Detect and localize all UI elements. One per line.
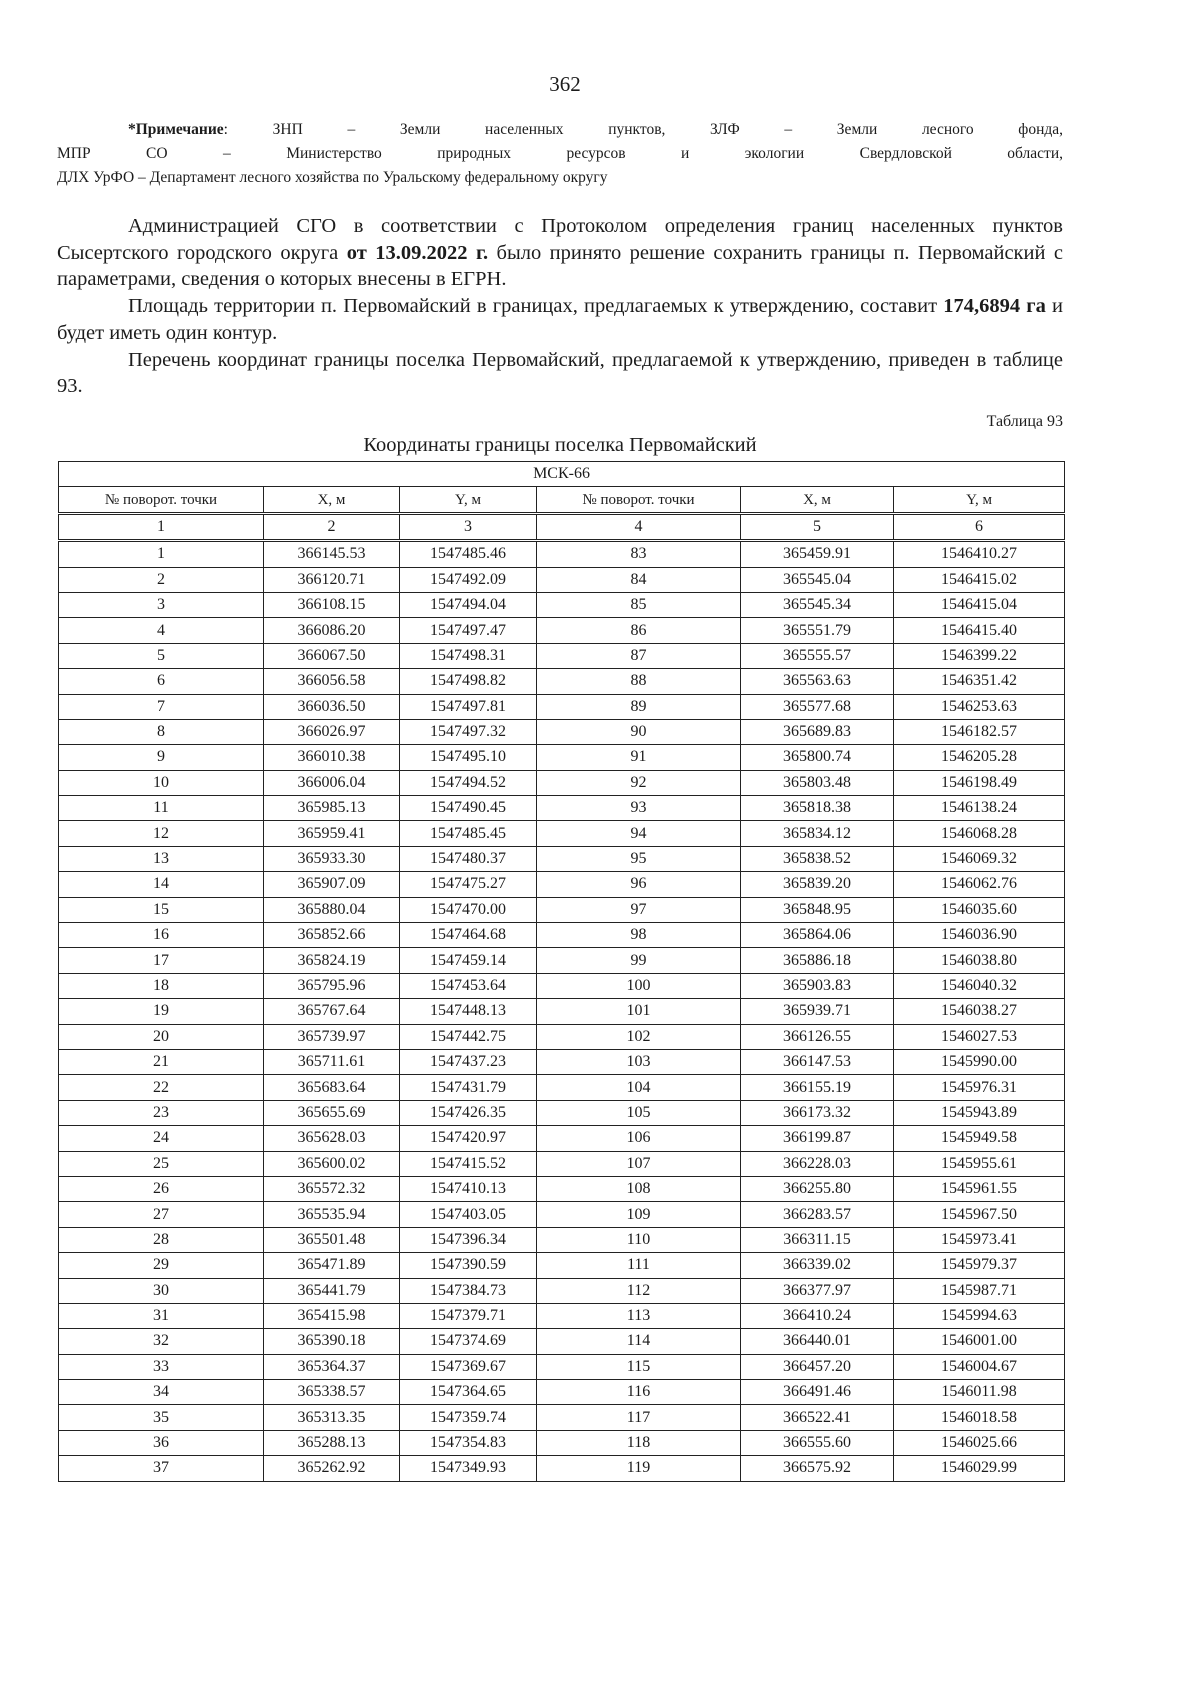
y-coordinate-cell: 1547494.04: [400, 592, 537, 617]
x-coordinate-cell: 365545.34: [741, 592, 894, 617]
y-coordinate-cell: 1546138.24: [894, 796, 1065, 821]
point-number-cell: 1: [59, 541, 264, 567]
y-coordinate-cell: 1545990.00: [894, 1049, 1065, 1074]
table-row: [59, 1176, 1065, 1201]
y-coordinate-cell: 1547379.71: [400, 1303, 537, 1328]
y-coordinate-cell: 1547494.52: [400, 770, 537, 795]
table-row: [59, 1049, 1065, 1074]
point-number-cell: 28: [59, 1227, 264, 1252]
point-number-cell: 21: [59, 1049, 264, 1074]
y-coordinate-cell: 1546253.63: [894, 694, 1065, 719]
y-coordinate-cell: 1547498.82: [400, 669, 537, 694]
y-coordinate-cell: 1546036.90: [894, 923, 1065, 948]
point-number-cell: 37: [59, 1456, 264, 1481]
y-coordinate-cell: 1546001.00: [894, 1329, 1065, 1354]
point-number-cell: 111: [537, 1253, 741, 1278]
table-header-row: [59, 487, 1065, 513]
point-number-cell: 117: [537, 1405, 741, 1430]
y-coordinate-cell: 1546415.40: [894, 618, 1065, 643]
x-coordinate-cell: 365985.13: [264, 796, 400, 821]
point-number-cell: 36: [59, 1430, 264, 1455]
point-number-cell: 107: [537, 1151, 741, 1176]
point-number-cell: 19: [59, 999, 264, 1024]
y-coordinate-cell: 1546011.98: [894, 1380, 1065, 1405]
coordinates-table: [58, 461, 1065, 1482]
point-number-cell: 33: [59, 1354, 264, 1379]
y-coordinate-cell: 1545949.58: [894, 1126, 1065, 1151]
y-coordinate-cell: 1545955.61: [894, 1151, 1065, 1176]
point-number-cell: 2: [59, 567, 264, 592]
table-row: [59, 669, 1065, 694]
x-coordinate-cell: 365939.71: [741, 999, 894, 1024]
x-coordinate-cell: 365839.20: [741, 872, 894, 897]
y-coordinate-cell: 1546182.57: [894, 719, 1065, 744]
y-coordinate-cell: 1547349.93: [400, 1456, 537, 1481]
table-row: [59, 1329, 1065, 1354]
footnote-line-3: ДЛХ УрФО – Департамент лесного хозяйства по Уральскому федеральному округу: [57, 169, 608, 186]
point-number-cell: 90: [537, 719, 741, 744]
column-header: X, м: [264, 487, 400, 513]
y-coordinate-cell: 1547369.67: [400, 1354, 537, 1379]
body-text: [57, 213, 1063, 400]
x-coordinate-cell: 365795.96: [264, 973, 400, 998]
x-coordinate-cell: 365834.12: [741, 821, 894, 846]
column-header: Y, м: [894, 487, 1065, 513]
point-number-cell: 16: [59, 923, 264, 948]
table-row: [59, 1430, 1065, 1455]
point-number-cell: 31: [59, 1303, 264, 1328]
x-coordinate-cell: 365880.04: [264, 897, 400, 922]
x-coordinate-cell: 366457.20: [741, 1354, 894, 1379]
x-coordinate-cell: 365848.95: [741, 897, 894, 922]
point-number-cell: 97: [537, 897, 741, 922]
table-row: [59, 541, 1065, 567]
point-number-cell: 29: [59, 1253, 264, 1278]
y-coordinate-cell: 1546351.42: [894, 669, 1065, 694]
point-number-cell: 8: [59, 719, 264, 744]
y-coordinate-cell: 1547364.65: [400, 1380, 537, 1405]
y-coordinate-cell: 1545967.50: [894, 1202, 1065, 1227]
point-number-cell: 94: [537, 821, 741, 846]
x-coordinate-cell: 365555.57: [741, 643, 894, 668]
y-coordinate-cell: 1545976.31: [894, 1075, 1065, 1100]
y-coordinate-cell: 1547453.64: [400, 973, 537, 998]
x-coordinate-cell: 365390.18: [264, 1329, 400, 1354]
y-coordinate-cell: 1546040.32: [894, 973, 1065, 998]
y-coordinate-cell: 1546205.28: [894, 745, 1065, 770]
x-coordinate-cell: 365933.30: [264, 846, 400, 871]
y-coordinate-cell: 1545994.63: [894, 1303, 1065, 1328]
paragraph-area-text-b: и будет иметь один контур.: [57, 295, 1063, 344]
x-coordinate-cell: 365852.66: [264, 923, 400, 948]
x-coordinate-cell: 365415.98: [264, 1303, 400, 1328]
y-coordinate-cell: 1546068.28: [894, 821, 1065, 846]
x-coordinate-cell: 365655.69: [264, 1100, 400, 1125]
x-coordinate-cell: 365683.64: [264, 1075, 400, 1100]
column-header: № поворот. точки: [59, 487, 264, 513]
paragraph-decision: [57, 213, 1063, 293]
x-coordinate-cell: 366173.32: [741, 1100, 894, 1125]
table-row: [59, 1151, 1065, 1176]
x-coordinate-cell: 366377.97: [741, 1278, 894, 1303]
point-number-cell: 92: [537, 770, 741, 795]
x-coordinate-cell: 366036.50: [264, 694, 400, 719]
y-coordinate-cell: 1546410.27: [894, 541, 1065, 567]
table-row: [59, 567, 1065, 592]
x-coordinate-cell: 365864.06: [741, 923, 894, 948]
point-number-cell: 98: [537, 923, 741, 948]
y-coordinate-cell: 1547410.13: [400, 1176, 537, 1201]
y-coordinate-cell: 1547431.79: [400, 1075, 537, 1100]
x-coordinate-cell: 366283.57: [741, 1202, 894, 1227]
point-number-cell: 100: [537, 973, 741, 998]
x-coordinate-cell: 365471.89: [264, 1253, 400, 1278]
table-row: [59, 1253, 1065, 1278]
table-row: [59, 694, 1065, 719]
x-coordinate-cell: 365551.79: [741, 618, 894, 643]
x-coordinate-cell: 365441.79: [264, 1278, 400, 1303]
table-row: [59, 846, 1065, 871]
x-coordinate-cell: 365907.09: [264, 872, 400, 897]
table-row: [59, 770, 1065, 795]
y-coordinate-cell: 1547490.45: [400, 796, 537, 821]
x-coordinate-cell: 366108.15: [264, 592, 400, 617]
point-number-cell: 24: [59, 1126, 264, 1151]
point-number-cell: 4: [59, 618, 264, 643]
column-number: 4: [537, 513, 741, 540]
x-coordinate-cell: 366311.15: [741, 1227, 894, 1252]
x-coordinate-cell: 365711.61: [264, 1049, 400, 1074]
x-coordinate-cell: 365628.03: [264, 1126, 400, 1151]
x-coordinate-cell: 366575.92: [741, 1456, 894, 1481]
table-row: [59, 948, 1065, 973]
x-coordinate-cell: 365803.48: [741, 770, 894, 795]
x-coordinate-cell: 366440.01: [741, 1329, 894, 1354]
point-number-cell: 110: [537, 1227, 741, 1252]
point-number-cell: 95: [537, 846, 741, 871]
point-number-cell: 86: [537, 618, 741, 643]
y-coordinate-cell: 1547485.46: [400, 541, 537, 567]
table-row: [59, 1202, 1065, 1227]
y-coordinate-cell: 1546029.99: [894, 1456, 1065, 1481]
footnote-label: *Примечание: [128, 121, 224, 138]
point-number-cell: 25: [59, 1151, 264, 1176]
table-row: [59, 1380, 1065, 1405]
y-coordinate-cell: 1546198.49: [894, 770, 1065, 795]
point-number-cell: 112: [537, 1278, 741, 1303]
y-coordinate-cell: 1547475.27: [400, 872, 537, 897]
point-number-cell: 115: [537, 1354, 741, 1379]
point-number-cell: 23: [59, 1100, 264, 1125]
y-coordinate-cell: 1545961.55: [894, 1176, 1065, 1201]
point-number-cell: 84: [537, 567, 741, 592]
x-coordinate-cell: 366147.53: [741, 1049, 894, 1074]
point-number-cell: 12: [59, 821, 264, 846]
x-coordinate-cell: 365903.83: [741, 973, 894, 998]
x-coordinate-cell: 366126.55: [741, 1024, 894, 1049]
column-number: 5: [741, 513, 894, 540]
x-coordinate-cell: 365577.68: [741, 694, 894, 719]
y-coordinate-cell: 1547396.34: [400, 1227, 537, 1252]
x-coordinate-cell: 366067.50: [264, 643, 400, 668]
protocol-date: от 13.09.2022 г.: [346, 241, 489, 264]
x-coordinate-cell: 366491.46: [741, 1380, 894, 1405]
table-row: [59, 1278, 1065, 1303]
x-coordinate-cell: 365338.57: [264, 1380, 400, 1405]
y-coordinate-cell: 1547442.75: [400, 1024, 537, 1049]
point-number-cell: 9: [59, 745, 264, 770]
y-coordinate-cell: 1547485.45: [400, 821, 537, 846]
page-number: 362: [549, 72, 581, 96]
point-number-cell: 10: [59, 770, 264, 795]
point-number-cell: 118: [537, 1430, 741, 1455]
area-value: 174,6894 га: [943, 295, 1046, 318]
y-coordinate-cell: 1545979.37: [894, 1253, 1065, 1278]
point-number-cell: 15: [59, 897, 264, 922]
y-coordinate-cell: 1547448.13: [400, 999, 537, 1024]
column-header: № поворот. точки: [537, 487, 741, 513]
point-number-cell: 6: [59, 669, 264, 694]
paragraph-area: [57, 293, 1063, 346]
y-coordinate-cell: 1546069.32: [894, 846, 1065, 871]
x-coordinate-cell: 365689.83: [741, 719, 894, 744]
x-coordinate-cell: 366006.04: [264, 770, 400, 795]
x-coordinate-cell: 365364.37: [264, 1354, 400, 1379]
y-coordinate-cell: 1546062.76: [894, 872, 1065, 897]
table-row: [59, 1024, 1065, 1049]
column-number: 6: [894, 513, 1065, 540]
table-row: [59, 1100, 1065, 1125]
column-number: 1: [59, 513, 264, 540]
point-number-cell: 27: [59, 1202, 264, 1227]
x-coordinate-cell: 365262.92: [264, 1456, 400, 1481]
table-number: Таблица 93: [986, 413, 1063, 430]
y-coordinate-cell: 1546415.04: [894, 592, 1065, 617]
point-number-cell: 88: [537, 669, 741, 694]
y-coordinate-cell: 1547403.05: [400, 1202, 537, 1227]
point-number-cell: 106: [537, 1126, 741, 1151]
y-coordinate-cell: 1547420.97: [400, 1126, 537, 1151]
x-coordinate-cell: 365800.74: [741, 745, 894, 770]
table-row: [59, 719, 1065, 744]
paragraph-area-text-a: Площадь территории п. Первомайский в границах, предлагаемых к утверждению, составит: [128, 295, 944, 318]
y-coordinate-cell: 1547359.74: [400, 1405, 537, 1430]
x-coordinate-cell: 365886.18: [741, 948, 894, 973]
y-coordinate-cell: 1546415.02: [894, 567, 1065, 592]
paragraph-decision-text-b: было принято решение сохранить границы п. Первомайский с параметрами, сведения о которых внесены в ЕГРН.: [57, 241, 1064, 291]
point-number-cell: 119: [537, 1456, 741, 1481]
point-number-cell: 91: [537, 745, 741, 770]
y-coordinate-cell: 1546038.27: [894, 999, 1065, 1024]
point-number-cell: 13: [59, 846, 264, 871]
y-coordinate-cell: 1546027.53: [894, 1024, 1065, 1049]
point-number-cell: 34: [59, 1380, 264, 1405]
point-number-cell: 105: [537, 1100, 741, 1125]
point-number-cell: 18: [59, 973, 264, 998]
y-coordinate-cell: 1546399.22: [894, 643, 1065, 668]
y-coordinate-cell: 1547497.81: [400, 694, 537, 719]
point-number-cell: 103: [537, 1049, 741, 1074]
y-coordinate-cell: 1547470.00: [400, 897, 537, 922]
point-number-cell: 108: [537, 1176, 741, 1201]
point-number-cell: 99: [537, 948, 741, 973]
y-coordinate-cell: 1547374.69: [400, 1329, 537, 1354]
table-row: [59, 973, 1065, 998]
column-number: 2: [264, 513, 400, 540]
footnote-line-1: [57, 118, 1063, 142]
point-number-cell: 93: [537, 796, 741, 821]
x-coordinate-cell: 365313.35: [264, 1405, 400, 1430]
point-number-cell: 116: [537, 1380, 741, 1405]
y-coordinate-cell: 1547480.37: [400, 846, 537, 871]
y-coordinate-cell: 1545943.89: [894, 1100, 1065, 1125]
x-coordinate-cell: 366410.24: [741, 1303, 894, 1328]
point-number-cell: 22: [59, 1075, 264, 1100]
y-coordinate-cell: 1547497.32: [400, 719, 537, 744]
x-coordinate-cell: 366555.60: [741, 1430, 894, 1455]
table-row: [59, 999, 1065, 1024]
x-coordinate-cell: 366120.71: [264, 567, 400, 592]
point-number-cell: 104: [537, 1075, 741, 1100]
y-coordinate-cell: 1547415.52: [400, 1151, 537, 1176]
point-number-cell: 89: [537, 694, 741, 719]
x-coordinate-cell: 366026.97: [264, 719, 400, 744]
column-number-row: [59, 513, 1065, 540]
table-row: [59, 643, 1065, 668]
x-coordinate-cell: 365501.48: [264, 1227, 400, 1252]
table-row: [59, 923, 1065, 948]
x-coordinate-cell: 365739.97: [264, 1024, 400, 1049]
footnote-text-1: : ЗНП – Земли населенных пунктов, ЗЛФ – Земли лесного фонда,: [223, 121, 1063, 138]
table-row: [59, 1075, 1065, 1100]
point-number-cell: 85: [537, 592, 741, 617]
coordinate-system: МСК-66: [59, 462, 1065, 487]
x-coordinate-cell: 366522.41: [741, 1405, 894, 1430]
table-row: [59, 821, 1065, 846]
point-number-cell: 35: [59, 1405, 264, 1430]
y-coordinate-cell: 1547495.10: [400, 745, 537, 770]
point-number-cell: 11: [59, 796, 264, 821]
x-coordinate-cell: 365600.02: [264, 1151, 400, 1176]
x-coordinate-cell: 365838.52: [741, 846, 894, 871]
point-number-cell: 113: [537, 1303, 741, 1328]
x-coordinate-cell: 365459.91: [741, 541, 894, 567]
x-coordinate-cell: 365824.19: [264, 948, 400, 973]
table-row: [59, 618, 1065, 643]
table-row: [59, 1303, 1065, 1328]
point-number-cell: 96: [537, 872, 741, 897]
table-row: [59, 796, 1065, 821]
y-coordinate-cell: 1547354.83: [400, 1430, 537, 1455]
footnote: [57, 118, 1063, 190]
point-number-cell: 87: [537, 643, 741, 668]
point-number-cell: 5: [59, 643, 264, 668]
x-coordinate-cell: 365545.04: [741, 567, 894, 592]
point-number-cell: 30: [59, 1278, 264, 1303]
y-coordinate-cell: 1546018.58: [894, 1405, 1065, 1430]
column-header: X, м: [741, 487, 894, 513]
table-row: [59, 1354, 1065, 1379]
x-coordinate-cell: 365288.13: [264, 1430, 400, 1455]
x-coordinate-cell: 366199.87: [741, 1126, 894, 1151]
column-header: Y, м: [400, 487, 537, 513]
table-title: Координаты границы поселка Первомайский: [363, 434, 757, 456]
point-number-cell: 17: [59, 948, 264, 973]
x-coordinate-cell: 366339.02: [741, 1253, 894, 1278]
y-coordinate-cell: 1547492.09: [400, 567, 537, 592]
paragraph-table-reference: Перечень координат границы поселка Первомайский, предлагаемой к утверждению, приведен в таблице 93.: [57, 348, 1063, 398]
x-coordinate-cell: 366086.20: [264, 618, 400, 643]
x-coordinate-cell: 366145.53: [264, 541, 400, 567]
y-coordinate-cell: 1547459.14: [400, 948, 537, 973]
point-number-cell: 109: [537, 1202, 741, 1227]
point-number-cell: 102: [537, 1024, 741, 1049]
point-number-cell: 26: [59, 1176, 264, 1201]
point-number-cell: 83: [537, 541, 741, 567]
paragraph-decision-text-a: Администрацией СГО в соответствии с Протоколом определения границ населенных пунктов Сысертского городского округа: [57, 215, 1063, 264]
point-number-cell: 101: [537, 999, 741, 1024]
table-row: [59, 897, 1065, 922]
table-row: [59, 592, 1065, 617]
x-coordinate-cell: 365959.41: [264, 821, 400, 846]
x-coordinate-cell: 366155.19: [741, 1075, 894, 1100]
x-coordinate-cell: 366010.38: [264, 745, 400, 770]
point-number-cell: 7: [59, 694, 264, 719]
x-coordinate-cell: 366255.80: [741, 1176, 894, 1201]
point-number-cell: 14: [59, 872, 264, 897]
coordinate-system-row: [59, 462, 1065, 487]
x-coordinate-cell: 365767.64: [264, 999, 400, 1024]
table-row: [59, 745, 1065, 770]
y-coordinate-cell: 1545973.41: [894, 1227, 1065, 1252]
y-coordinate-cell: 1546035.60: [894, 897, 1065, 922]
point-number-cell: 20: [59, 1024, 264, 1049]
column-number: 3: [400, 513, 537, 540]
y-coordinate-cell: 1547464.68: [400, 923, 537, 948]
footnote-line-2: МПР СО – Министерство природных ресурсов и экологии Свердловской области,: [57, 145, 1063, 162]
y-coordinate-cell: 1547426.35: [400, 1100, 537, 1125]
y-coordinate-cell: 1547497.47: [400, 618, 537, 643]
y-coordinate-cell: 1546025.66: [894, 1430, 1065, 1455]
table-row: [59, 1456, 1065, 1481]
y-coordinate-cell: 1547384.73: [400, 1278, 537, 1303]
x-coordinate-cell: 365563.63: [741, 669, 894, 694]
table-row: [59, 1126, 1065, 1151]
y-coordinate-cell: 1547390.59: [400, 1253, 537, 1278]
y-coordinate-cell: 1546038.80: [894, 948, 1065, 973]
x-coordinate-cell: 365535.94: [264, 1202, 400, 1227]
x-coordinate-cell: 366228.03: [741, 1151, 894, 1176]
table-row: [59, 872, 1065, 897]
point-number-cell: 32: [59, 1329, 264, 1354]
table-row: [59, 1405, 1065, 1430]
table-row: [59, 1227, 1065, 1252]
y-coordinate-cell: 1547498.31: [400, 643, 537, 668]
x-coordinate-cell: 366056.58: [264, 669, 400, 694]
y-coordinate-cell: 1545987.71: [894, 1278, 1065, 1303]
y-coordinate-cell: 1547437.23: [400, 1049, 537, 1074]
point-number-cell: 3: [59, 592, 264, 617]
x-coordinate-cell: 365572.32: [264, 1176, 400, 1201]
x-coordinate-cell: 365818.38: [741, 796, 894, 821]
point-number-cell: 114: [537, 1329, 741, 1354]
y-coordinate-cell: 1546004.67: [894, 1354, 1065, 1379]
